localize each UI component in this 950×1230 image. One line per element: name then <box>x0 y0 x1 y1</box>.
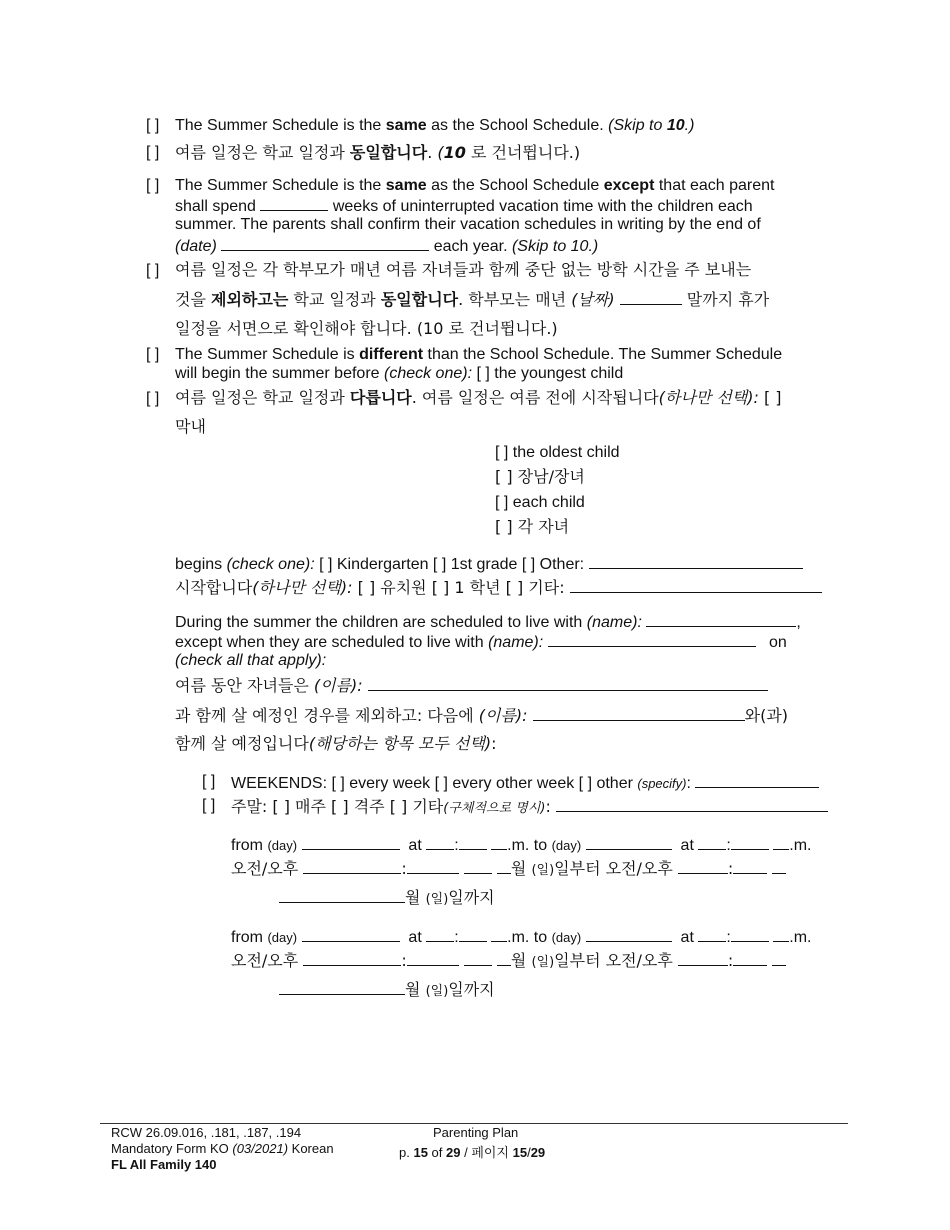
option-each-child[interactable]: [ ] each child <box>495 494 585 511</box>
begins-ko: 시작합니다(하나만 선택): [ ] 유치원 [ ] 1 학년 [ ] 기타: <box>175 577 822 597</box>
same-except-line1: The Summer Schedule is the same as the School Schedule except that each parent <box>175 177 775 194</box>
except-name-blank[interactable] <box>548 631 756 647</box>
checkbox-same-except[interactable]: [ ] <box>146 177 160 194</box>
footer-title: Parenting Plan <box>433 1125 519 1140</box>
footer-divider <box>100 1123 848 1124</box>
weekends-ko: 주말: [ ] 매주 [ ] 격주 [ ] 기타(구체적으로 명시): <box>231 796 828 818</box>
checkbox-different[interactable]: [ ] <box>146 346 160 363</box>
except-name-blank-ko[interactable] <box>533 705 745 721</box>
begins-en: begins (check one): [ ] Kindergarten [ ] 1st grade [ ] Other: <box>175 553 803 574</box>
option-oldest-child[interactable]: [ ] the oldest child <box>495 444 620 461</box>
checkbox-weekends-ko[interactable]: [ ] <box>202 797 216 814</box>
footer-rcw: RCW 26.09.016, .181, .187, .194 <box>111 1125 302 1140</box>
checkbox-weekends[interactable]: [ ] <box>202 773 216 790</box>
same-except-line2: shall spend weeks of uninterrupted vacation time with the children each <box>175 195 753 216</box>
different-ko-line2: 막내 <box>175 417 206 436</box>
live-with-name-blank[interactable] <box>646 611 796 627</box>
same-except-ko-line2: 것을 제외하고는 학교 일정과 동일합니다. 학부모는 매년 (날짜) 말까지 휴가 <box>175 290 770 309</box>
same-except-line4: (date) each year. (Skip to 10.) <box>175 235 598 256</box>
option-oldest-child-ko[interactable]: [ ] 장남/장녀 <box>495 467 585 486</box>
different-ko-line1: 여름 일정은 학교 일정과 다릅니다. 여름 일정은 여름 전에 시작됩니다(하나만 선택): [ ] <box>175 388 782 407</box>
footer-form: Mandatory Form KO (03/2021) Korean <box>111 1141 334 1156</box>
live-with-name-blank-ko[interactable] <box>368 675 768 691</box>
summer-live-ko-line1: 여름 동안 자녀들은 (이름): <box>175 675 768 695</box>
checkbox-same-schedule-ko[interactable]: [ ] <box>146 144 160 161</box>
summer-live-ko-line3: 함께 살 예정입니다(해당하는 항목 모두 선택): <box>175 734 497 753</box>
different-line1: The Summer Schedule is different than the School Schedule. The Summer Schedule <box>175 346 783 363</box>
time-row-1-ko-end: 월 (일)일까지 <box>279 887 495 909</box>
same-except-ko-line1: 여름 일정은 각 학부모가 매년 여름 자녀들과 함께 중단 없는 방학 시간을 주 보내는 <box>175 260 752 279</box>
same-except-ko-line3: 일정을 서면으로 확인해야 합니다. (10 로 건너뜁니다.) <box>175 319 558 338</box>
same-except-line3: summer. The parents shall confirm their vacation schedules in writing by the end of <box>175 216 761 233</box>
summer-live-line2: except when they are scheduled to live with (name): on <box>175 631 787 652</box>
date-blank-ko[interactable] <box>620 289 682 305</box>
weekends-en: WEEKENDS: [ ] every week [ ] every other week [ ] other (specify): <box>231 772 819 793</box>
time-row-1-en: from (day) at : .m. to (day) at : .m. <box>231 834 811 855</box>
different-line2: will begin the summer before (check one): [ ] the youngest child <box>175 365 624 382</box>
summer-live-line3: (check all that apply): <box>175 652 327 669</box>
same-schedule-ko: 여름 일정은 학교 일정과 동일합니다. (10 로 건너뜁니다.) <box>175 143 581 162</box>
other-grade-blank-ko[interactable] <box>570 577 822 593</box>
checkbox-same-schedule[interactable]: [ ] <box>146 117 160 134</box>
weeks-blank[interactable] <box>260 195 328 211</box>
time-row-2-ko-end: 월 (일)일까지 <box>279 979 495 1001</box>
date-blank[interactable] <box>221 235 429 251</box>
summer-live-ko-line2: 과 함께 살 예정인 경우를 제외하고: 다음에 (이름): 와(과) <box>175 706 789 725</box>
option-each-child-ko[interactable]: [ ] 각 자녀 <box>495 517 570 536</box>
other-grade-blank[interactable] <box>589 553 803 569</box>
weekends-specify-blank[interactable] <box>695 772 819 788</box>
checkbox-same-except-ko[interactable]: [ ] <box>146 262 160 279</box>
time-row-1-ko: 오전/오후 : 월 (일)일부터 오전/오후 : <box>231 858 786 880</box>
time-row-2-ko: 오전/오후 : 월 (일)일부터 오전/오후 : <box>231 950 786 972</box>
footer-page: p. 15 of 29 / 페이지 15/29 <box>399 1145 546 1160</box>
summer-live-line1: During the summer the children are scheduled to live with (name): , <box>175 611 801 632</box>
time-row-2-en: from (day) at : .m. to (day) at : .m. <box>231 926 811 947</box>
checkbox-different-ko[interactable]: [ ] <box>146 390 160 407</box>
same-schedule-en: The Summer Schedule is the same as the School Schedule. (Skip to 10.) <box>175 117 695 134</box>
footer-fl: FL All Family 140 <box>111 1157 217 1172</box>
weekends-specify-blank-ko[interactable] <box>556 796 828 812</box>
